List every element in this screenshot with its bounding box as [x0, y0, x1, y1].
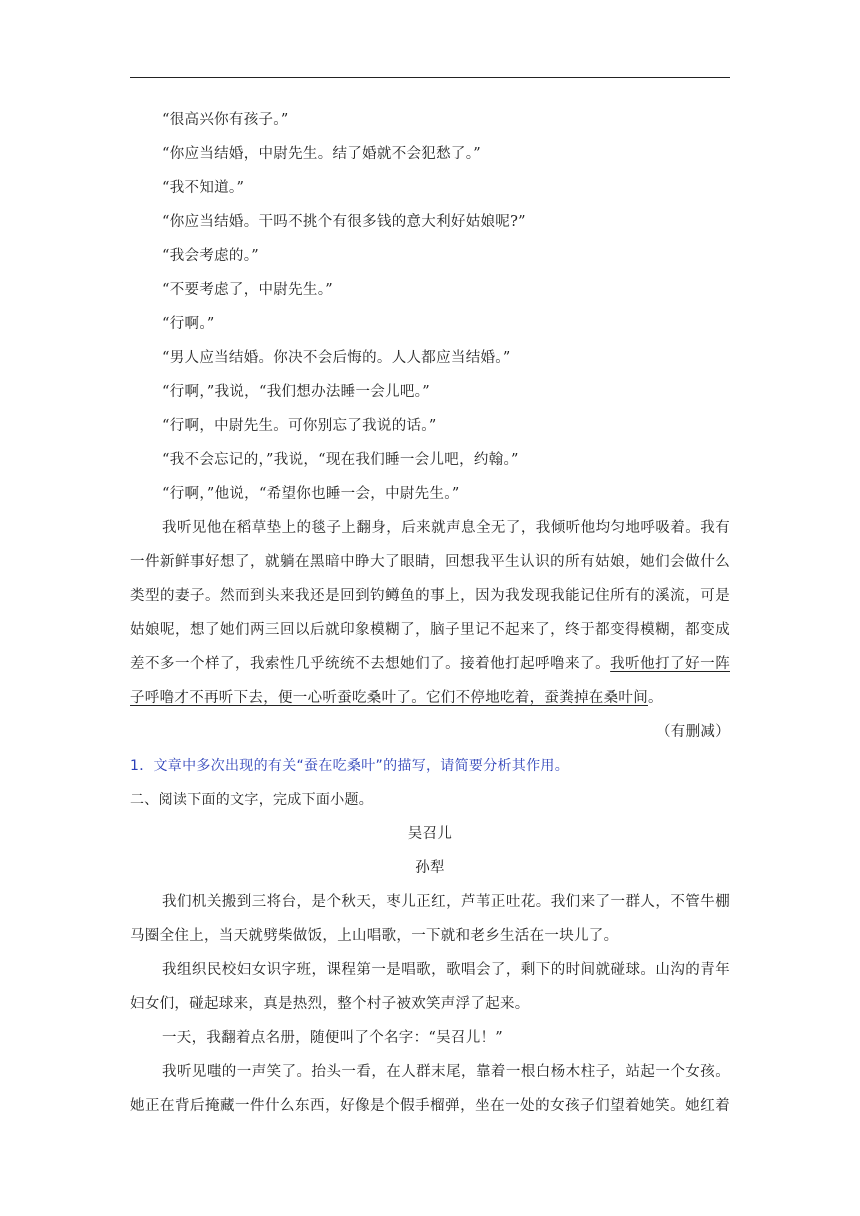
page-header-rule — [130, 77, 730, 78]
dialogue-line: “很高兴你有孩子。” — [162, 112, 289, 128]
dialogue-line: “男人应当结婚。你决不会后悔的。人人都应当结婚。” — [162, 350, 511, 366]
dialogue-line: “我不会忘记的，”我说，“现在我们睡一会儿吧，约翰。” — [162, 452, 519, 468]
paragraph-line: 一天，我翻着点名册，随便叫了个名字：“吴召儿！” — [162, 1030, 504, 1046]
dialogue-line: “我会考虑的。” — [162, 248, 259, 264]
dialogue-line: “行啊，中尉先生。可你别忘了我说的话。” — [162, 418, 437, 434]
dialogue-line: “我不知道。” — [162, 180, 245, 196]
paragraph-line: 姑娘呢，想了她们两三回以后就印象模糊了，脑子里记不起来了，终于都变得模糊，都变成 — [130, 622, 730, 638]
paragraph-line: 我听见嗤的一声笑了。抬头一看，在人群末尾，靠着一根白杨木柱子，站起一个女孩。 — [162, 1064, 730, 1080]
paragraph-line: 一件新鲜事好想了，就躺在黑暗中睁大了眼睛，回想我平生认识的所有姑娘，她们会做什么 — [130, 554, 730, 570]
paragraph-line — [130, 654, 730, 674]
dialogue-line: “你应当结婚。干吗不挑个有很多钱的意大利好姑娘呢?” — [162, 214, 526, 230]
paragraph-line: 她正在背后掩藏一件什么东西，好像是个假手榴弹，坐在一处的女孩子们望着她笑。她红着 — [130, 1098, 730, 1114]
dialogue-line: “行啊。” — [162, 316, 215, 332]
dialogue-line: “你应当结婚，中尉先生。结了婚就不会犯愁了。” — [162, 146, 481, 162]
paragraph-line: 我组织民校妇女识字班，课程第一是唱歌，歌唱会了，剩下的时间就碰球。山沟的青年 — [162, 962, 730, 978]
paragraph-line: 妇女们，碰起球来，真是热烈，整个村子被欢笑声浮了起来。 — [130, 996, 530, 1012]
abridged-note: （有删减） — [656, 724, 730, 740]
story-author: 孙犁 — [415, 860, 445, 876]
paragraph-line — [130, 688, 730, 708]
dialogue-line: “行啊，”他说，“希望你也睡一会，中尉先生。” — [162, 486, 460, 502]
dialogue-line: “行啊，”我说，“我们想办法睡一会儿吧。” — [162, 384, 430, 400]
section-2-heading: 二、阅读下面的文字，完成下面小题。 — [130, 792, 374, 808]
question-1: 1．文章中多次出现的有关“蚕在吃桑叶”的描写，请简要分析其作用。 — [130, 758, 570, 774]
plain-text: 。 — [648, 690, 663, 706]
paragraph-line: 我听见他在稻草垫上的毯子上翻身，后来就声息全无了，我倾听他均匀地呼吸着。我有 — [162, 520, 730, 536]
underlined-text: 我听他打了好一阵 — [610, 656, 730, 672]
dialogue-line: “不要考虑了，中尉先生。” — [162, 282, 333, 298]
paragraph-line: 马圈全住上，当天就劈柴做饭，上山唱歌，一下就和老乡生活在一块儿了。 — [130, 928, 619, 944]
paragraph-line: 类型的妻子。然而到头来我还是回到钓鳟鱼的事上，因为我发现我能记住所有的溪流，可是 — [130, 588, 730, 604]
underlined-text: 子呼噜才不再听下去，便一心听蚕吃桑叶了。它们不停地吃着，蚕粪掉在桑叶间 — [130, 690, 648, 706]
plain-text: 差不多一个样了，我索性几乎统统不去想她们了。接着他打起呼噜来了。 — [130, 656, 611, 672]
paragraph-line: 我们机关搬到三将台，是个秋天，枣儿正红，芦苇正吐花。我们来了一群人，不管牛棚 — [162, 894, 730, 910]
story-title: 吴召儿 — [407, 826, 453, 842]
